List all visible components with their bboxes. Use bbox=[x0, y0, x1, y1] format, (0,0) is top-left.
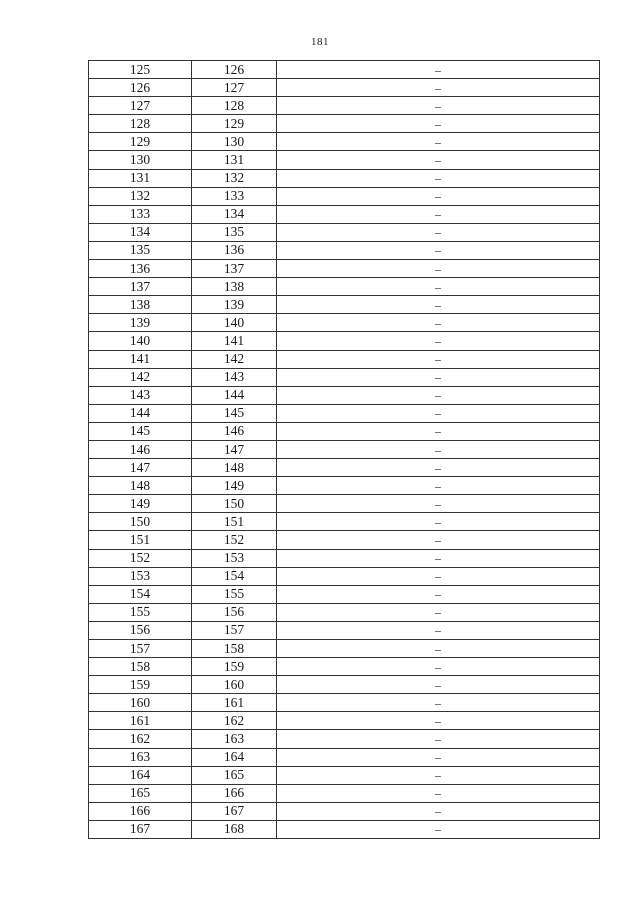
table-cell-dash: – bbox=[277, 459, 600, 477]
table-cell-dash: – bbox=[277, 658, 600, 676]
table-cell-dash: – bbox=[277, 730, 600, 748]
table-cell-number: 144 bbox=[89, 404, 192, 422]
table-cell-number: 155 bbox=[192, 585, 277, 603]
table-row bbox=[89, 658, 600, 676]
table-cell-number: 157 bbox=[192, 621, 277, 639]
table-row bbox=[89, 260, 600, 278]
table-row bbox=[89, 368, 600, 386]
table-cell-number: 163 bbox=[192, 730, 277, 748]
table-row bbox=[89, 350, 600, 368]
table-cell-number: 161 bbox=[89, 712, 192, 730]
table-cell-number: 146 bbox=[192, 422, 277, 440]
table-cell-dash: – bbox=[277, 603, 600, 621]
table-body bbox=[89, 61, 600, 839]
table-cell-dash: – bbox=[277, 61, 600, 79]
table-cell-dash: – bbox=[277, 567, 600, 585]
table-row bbox=[89, 422, 600, 440]
table-cell-dash: – bbox=[277, 676, 600, 694]
table-cell-number: 136 bbox=[89, 260, 192, 278]
table-cell-dash: – bbox=[277, 133, 600, 151]
table-cell-number: 139 bbox=[89, 314, 192, 332]
table-cell-number: 125 bbox=[89, 61, 192, 79]
table-row bbox=[89, 802, 600, 820]
table-cell-dash: – bbox=[277, 223, 600, 241]
table-row bbox=[89, 97, 600, 115]
table-cell-number: 145 bbox=[89, 422, 192, 440]
table-cell-number: 166 bbox=[89, 802, 192, 820]
table-cell-number: 135 bbox=[89, 241, 192, 259]
table-cell-dash: – bbox=[277, 820, 600, 838]
table-row bbox=[89, 223, 600, 241]
table-cell-dash: – bbox=[277, 187, 600, 205]
table-row bbox=[89, 784, 600, 802]
table-cell-number: 165 bbox=[89, 784, 192, 802]
table-cell-dash: – bbox=[277, 513, 600, 531]
table-row bbox=[89, 459, 600, 477]
table-cell-number: 140 bbox=[192, 314, 277, 332]
table-cell-dash: – bbox=[277, 404, 600, 422]
table-cell-number: 143 bbox=[89, 386, 192, 404]
table-row bbox=[89, 585, 600, 603]
table-row bbox=[89, 133, 600, 151]
table-cell-dash: – bbox=[277, 495, 600, 513]
table-cell-number: 148 bbox=[89, 477, 192, 495]
table-cell-dash: – bbox=[277, 748, 600, 766]
table-cell-number: 130 bbox=[89, 151, 192, 169]
table-cell-dash: – bbox=[277, 332, 600, 350]
table-cell-dash: – bbox=[277, 694, 600, 712]
table-cell-dash: – bbox=[277, 621, 600, 639]
table-row bbox=[89, 820, 600, 838]
table-cell-number: 162 bbox=[192, 712, 277, 730]
table-cell-number: 129 bbox=[192, 115, 277, 133]
table-cell-number: 150 bbox=[89, 513, 192, 531]
table-cell-number: 160 bbox=[192, 676, 277, 694]
table-cell-number: 156 bbox=[89, 621, 192, 639]
table-cell-dash: – bbox=[277, 278, 600, 296]
table-row bbox=[89, 187, 600, 205]
table-cell-dash: – bbox=[277, 169, 600, 187]
table-row bbox=[89, 205, 600, 223]
table-cell-dash: – bbox=[277, 477, 600, 495]
table-row bbox=[89, 495, 600, 513]
table-cell-dash: – bbox=[277, 585, 600, 603]
table-cell-number: 157 bbox=[89, 640, 192, 658]
table-row bbox=[89, 676, 600, 694]
table-cell-dash: – bbox=[277, 766, 600, 784]
table-row bbox=[89, 278, 600, 296]
table-cell-number: 126 bbox=[192, 61, 277, 79]
table-cell-dash: – bbox=[277, 205, 600, 223]
table-row bbox=[89, 549, 600, 567]
table-cell-dash: – bbox=[277, 260, 600, 278]
table-row bbox=[89, 404, 600, 422]
table-cell-dash: – bbox=[277, 350, 600, 368]
table-cell-dash: – bbox=[277, 296, 600, 314]
table-cell-dash: – bbox=[277, 241, 600, 259]
table-cell-number: 167 bbox=[192, 802, 277, 820]
table-cell-number: 135 bbox=[192, 223, 277, 241]
table-cell-number: 164 bbox=[89, 766, 192, 784]
table-cell-number: 140 bbox=[89, 332, 192, 350]
table-cell-number: 162 bbox=[89, 730, 192, 748]
table-cell-number: 134 bbox=[89, 223, 192, 241]
table-cell-number: 158 bbox=[192, 640, 277, 658]
table-cell-number: 132 bbox=[89, 187, 192, 205]
table-cell-number: 146 bbox=[89, 440, 192, 458]
table-row bbox=[89, 241, 600, 259]
table-cell-number: 143 bbox=[192, 368, 277, 386]
table-cell-number: 154 bbox=[192, 567, 277, 585]
table-row bbox=[89, 477, 600, 495]
table-cell-number: 137 bbox=[192, 260, 277, 278]
table-cell-dash: – bbox=[277, 640, 600, 658]
table-cell-number: 126 bbox=[89, 79, 192, 97]
table-row bbox=[89, 440, 600, 458]
table-cell-number: 128 bbox=[89, 115, 192, 133]
table-row bbox=[89, 748, 600, 766]
table-cell-number: 132 bbox=[192, 169, 277, 187]
table-cell-number: 131 bbox=[89, 169, 192, 187]
table-cell-number: 134 bbox=[192, 205, 277, 223]
table-cell-number: 133 bbox=[192, 187, 277, 205]
table-cell-number: 164 bbox=[192, 748, 277, 766]
table-cell-dash: – bbox=[277, 440, 600, 458]
table-row bbox=[89, 531, 600, 549]
table-cell-number: 152 bbox=[89, 549, 192, 567]
table-cell-number: 141 bbox=[89, 350, 192, 368]
table-cell-number: 137 bbox=[89, 278, 192, 296]
table-row bbox=[89, 694, 600, 712]
table-cell-number: 156 bbox=[192, 603, 277, 621]
table-cell-dash: – bbox=[277, 79, 600, 97]
table-cell-dash: – bbox=[277, 422, 600, 440]
table-row bbox=[89, 61, 600, 79]
table-row bbox=[89, 621, 600, 639]
table-cell-number: 165 bbox=[192, 766, 277, 784]
table-cell-number: 130 bbox=[192, 133, 277, 151]
table-row bbox=[89, 79, 600, 97]
table-cell-number: 141 bbox=[192, 332, 277, 350]
table-cell-number: 159 bbox=[192, 658, 277, 676]
table-cell-dash: – bbox=[277, 368, 600, 386]
table-cell-number: 149 bbox=[192, 477, 277, 495]
table-cell-number: 159 bbox=[89, 676, 192, 694]
table-row bbox=[89, 332, 600, 350]
table-cell-number: 136 bbox=[192, 241, 277, 259]
table-cell-number: 129 bbox=[89, 133, 192, 151]
table-cell-number: 167 bbox=[89, 820, 192, 838]
table-cell-number: 160 bbox=[89, 694, 192, 712]
table-cell-number: 166 bbox=[192, 784, 277, 802]
table-row bbox=[89, 296, 600, 314]
table-cell-dash: – bbox=[277, 531, 600, 549]
table-cell-dash: – bbox=[277, 386, 600, 404]
table-cell-number: 148 bbox=[192, 459, 277, 477]
table-cell-dash: – bbox=[277, 97, 600, 115]
table-cell-number: 153 bbox=[89, 567, 192, 585]
table-cell-number: 144 bbox=[192, 386, 277, 404]
table-cell-number: 158 bbox=[89, 658, 192, 676]
table-cell-number: 150 bbox=[192, 495, 277, 513]
table-cell-number: 155 bbox=[89, 603, 192, 621]
table-row bbox=[89, 567, 600, 585]
table-cell-number: 152 bbox=[192, 531, 277, 549]
table-cell-number: 161 bbox=[192, 694, 277, 712]
table-row bbox=[89, 640, 600, 658]
page-number: 181 bbox=[311, 36, 329, 48]
table-row bbox=[89, 603, 600, 621]
table-row bbox=[89, 386, 600, 404]
table-cell-dash: – bbox=[277, 151, 600, 169]
table-row bbox=[89, 712, 600, 730]
table-cell-dash: – bbox=[277, 549, 600, 567]
table-cell-number: 151 bbox=[192, 513, 277, 531]
table-row bbox=[89, 314, 600, 332]
table-cell-number: 168 bbox=[192, 820, 277, 838]
table-cell-number: 154 bbox=[89, 585, 192, 603]
table-row bbox=[89, 766, 600, 784]
table-cell-number: 127 bbox=[192, 79, 277, 97]
table-cell-dash: – bbox=[277, 314, 600, 332]
table-cell-number: 138 bbox=[89, 296, 192, 314]
table-cell-dash: – bbox=[277, 115, 600, 133]
table-cell-dash: – bbox=[277, 784, 600, 802]
table-cell-number: 145 bbox=[192, 404, 277, 422]
table-row bbox=[89, 730, 600, 748]
table-cell-number: 127 bbox=[89, 97, 192, 115]
table-cell-number: 133 bbox=[89, 205, 192, 223]
table-cell-number: 147 bbox=[192, 440, 277, 458]
table-row bbox=[89, 513, 600, 531]
table-cell-number: 149 bbox=[89, 495, 192, 513]
table-cell-dash: – bbox=[277, 802, 600, 820]
table-cell-number: 138 bbox=[192, 278, 277, 296]
table-cell-number: 147 bbox=[89, 459, 192, 477]
table-row bbox=[89, 151, 600, 169]
table-cell-number: 131 bbox=[192, 151, 277, 169]
table-row bbox=[89, 169, 600, 187]
table-cell-number: 142 bbox=[89, 368, 192, 386]
table-cell-number: 163 bbox=[89, 748, 192, 766]
table-cell-number: 128 bbox=[192, 97, 277, 115]
table-row bbox=[89, 115, 600, 133]
table-cell-number: 151 bbox=[89, 531, 192, 549]
table-cell-number: 139 bbox=[192, 296, 277, 314]
table-cell-number: 153 bbox=[192, 549, 277, 567]
data-table bbox=[88, 60, 600, 839]
table-cell-number: 142 bbox=[192, 350, 277, 368]
table-cell-dash: – bbox=[277, 712, 600, 730]
